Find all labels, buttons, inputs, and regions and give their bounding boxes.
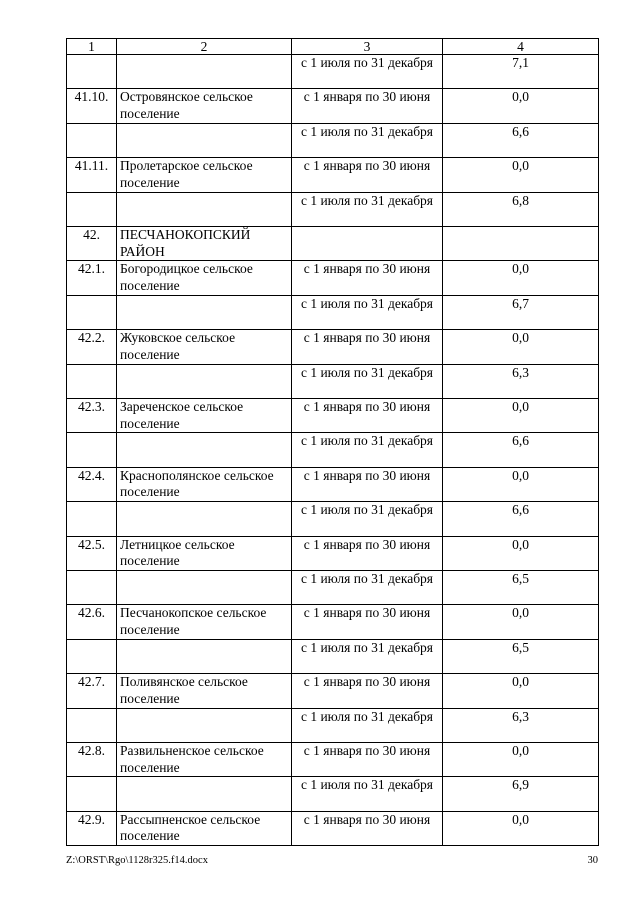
table-row xyxy=(67,570,599,604)
period-cell: с 1 июля по 31 декабря xyxy=(292,639,443,673)
table-row xyxy=(67,708,599,742)
table-row xyxy=(67,811,599,845)
settlement-name-cell xyxy=(117,639,292,673)
table-row xyxy=(67,639,599,673)
period-cell: с 1 января по 30 июня xyxy=(292,261,443,295)
table-row xyxy=(67,605,599,639)
period-cell: с 1 января по 30 июня xyxy=(292,674,443,708)
row-number-cell xyxy=(67,295,117,329)
row-number-cell xyxy=(67,123,117,157)
table-row xyxy=(67,433,599,467)
period-cell: с 1 января по 30 июня xyxy=(292,398,443,432)
period-cell: с 1 июля по 31 декабря xyxy=(292,55,443,89)
row-number-cell: 42.6. xyxy=(67,605,117,639)
settlement-name-cell: ПЕСЧАНОКОПСКИЙ РАЙОН xyxy=(117,226,292,260)
settlement-name-cell: Летницкое сельское поселение xyxy=(117,536,292,570)
settlement-name-cell xyxy=(117,570,292,604)
header-cell-3: 3 xyxy=(292,39,443,55)
value-cell: 6,3 xyxy=(443,708,599,742)
table-row xyxy=(67,398,599,432)
period-cell: с 1 января по 30 июня xyxy=(292,536,443,570)
header-cell-1: 1 xyxy=(67,39,117,55)
settlement-name-cell xyxy=(117,192,292,226)
table-row xyxy=(67,467,599,501)
settlement-name-cell: Развильненское сельское поселение xyxy=(117,742,292,776)
settlement-name-cell: Островянское сельское поселение xyxy=(117,89,292,123)
page-number: 30 xyxy=(587,855,598,866)
period-cell xyxy=(292,226,443,260)
value-cell xyxy=(443,226,599,260)
period-cell: с 1 июля по 31 декабря xyxy=(292,708,443,742)
period-cell: с 1 января по 30 июня xyxy=(292,811,443,845)
value-cell: 6,7 xyxy=(443,295,599,329)
period-cell: с 1 июля по 31 декабря xyxy=(292,777,443,811)
tariff-table xyxy=(66,38,599,846)
value-cell: 0,0 xyxy=(443,742,599,776)
value-cell: 0,0 xyxy=(443,605,599,639)
settlement-name-cell: Зареченское сельское поселение xyxy=(117,398,292,432)
period-cell: с 1 июля по 31 декабря xyxy=(292,192,443,226)
settlement-name-cell xyxy=(117,364,292,398)
settlement-name-cell xyxy=(117,433,292,467)
row-number-cell: 42. xyxy=(67,226,117,260)
period-cell: с 1 января по 30 июня xyxy=(292,605,443,639)
settlement-name-cell: Богородицкое сельское поселение xyxy=(117,261,292,295)
settlement-name-cell: Пролетарское сельское поселение xyxy=(117,158,292,192)
value-cell: 0,0 xyxy=(443,261,599,295)
value-cell: 6,6 xyxy=(443,123,599,157)
row-number-cell xyxy=(67,777,117,811)
table-header-row xyxy=(67,39,599,55)
value-cell: 7,1 xyxy=(443,55,599,89)
settlement-name-cell xyxy=(117,295,292,329)
table-row xyxy=(67,777,599,811)
settlement-name-cell: Рассыпненское сельское поселение xyxy=(117,811,292,845)
row-number-cell: 42.9. xyxy=(67,811,117,845)
header-cell-4: 4 xyxy=(443,39,599,55)
period-cell: с 1 июля по 31 декабря xyxy=(292,433,443,467)
settlement-name-cell: Краснополянское сельское поселение xyxy=(117,467,292,501)
row-number-cell xyxy=(67,364,117,398)
settlement-name-cell xyxy=(117,123,292,157)
table-row xyxy=(67,536,599,570)
row-number-cell: 42.2. xyxy=(67,330,117,364)
row-number-cell: 42.1. xyxy=(67,261,117,295)
table-row xyxy=(67,89,599,123)
period-cell: с 1 июля по 31 декабря xyxy=(292,364,443,398)
row-number-cell: 42.8. xyxy=(67,742,117,776)
row-number-cell: 42.4. xyxy=(67,467,117,501)
value-cell: 6,9 xyxy=(443,777,599,811)
row-number-cell: 41.11. xyxy=(67,158,117,192)
value-cell: 6,3 xyxy=(443,364,599,398)
period-cell: с 1 июля по 31 декабря xyxy=(292,570,443,604)
value-cell: 6,5 xyxy=(443,570,599,604)
table-row xyxy=(67,261,599,295)
row-number-cell: 41.10. xyxy=(67,89,117,123)
table-row xyxy=(67,742,599,776)
value-cell: 6,6 xyxy=(443,433,599,467)
value-cell: 0,0 xyxy=(443,330,599,364)
row-number-cell: 42.3. xyxy=(67,398,117,432)
row-number-cell: 42.5. xyxy=(67,536,117,570)
period-cell: с 1 июля по 31 декабря xyxy=(292,123,443,157)
table-row xyxy=(67,295,599,329)
table-row xyxy=(67,330,599,364)
table-row xyxy=(67,55,599,89)
period-cell: с 1 января по 30 июня xyxy=(292,89,443,123)
value-cell: 0,0 xyxy=(443,536,599,570)
period-cell: с 1 июля по 31 декабря xyxy=(292,502,443,536)
table-row xyxy=(67,192,599,226)
row-number-cell xyxy=(67,708,117,742)
value-cell: 0,0 xyxy=(443,89,599,123)
settlement-name-cell xyxy=(117,708,292,742)
value-cell: 6,8 xyxy=(443,192,599,226)
period-cell: с 1 января по 30 июня xyxy=(292,467,443,501)
table-row xyxy=(67,158,599,192)
table-row xyxy=(67,674,599,708)
row-number-cell xyxy=(67,570,117,604)
value-cell: 0,0 xyxy=(443,158,599,192)
value-cell: 0,0 xyxy=(443,674,599,708)
row-number-cell xyxy=(67,502,117,536)
row-number-cell xyxy=(67,192,117,226)
period-cell: с 1 января по 30 июня xyxy=(292,158,443,192)
row-number-cell: 42.7. xyxy=(67,674,117,708)
value-cell: 0,0 xyxy=(443,398,599,432)
value-cell: 6,6 xyxy=(443,502,599,536)
row-number-cell xyxy=(67,55,117,89)
period-cell: с 1 января по 30 июня xyxy=(292,330,443,364)
period-cell: с 1 января по 30 июня xyxy=(292,742,443,776)
table-row xyxy=(67,364,599,398)
settlement-name-cell: Жуковское сельское поселение xyxy=(117,330,292,364)
value-cell: 0,0 xyxy=(443,467,599,501)
table-row xyxy=(67,226,599,260)
settlement-name-cell xyxy=(117,502,292,536)
settlement-name-cell xyxy=(117,55,292,89)
row-number-cell xyxy=(67,433,117,467)
period-cell: с 1 июля по 31 декабря xyxy=(292,295,443,329)
value-cell: 6,5 xyxy=(443,639,599,673)
value-cell: 0,0 xyxy=(443,811,599,845)
file-path: Z:\ORST\Rgo\1128r325.f14.docx xyxy=(66,855,208,866)
settlement-name-cell: Поливянское сельское поселение xyxy=(117,674,292,708)
table-row xyxy=(67,123,599,157)
settlement-name-cell: Песчанокопское сельское поселение xyxy=(117,605,292,639)
table-row xyxy=(67,502,599,536)
settlement-name-cell xyxy=(117,777,292,811)
row-number-cell xyxy=(67,639,117,673)
header-cell-2: 2 xyxy=(117,39,292,55)
